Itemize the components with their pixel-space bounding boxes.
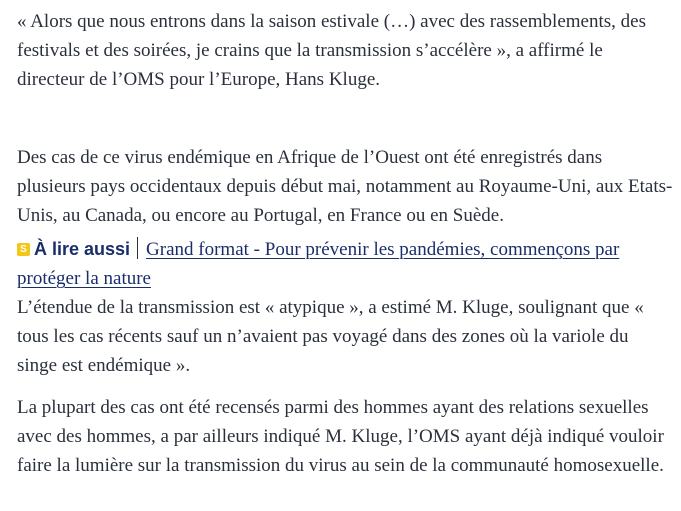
paragraph-cases-countries: Des cas de ce virus endémique en Afrique de l’Ouest ont été enregistrés dans plusieurs pays occidentaux depuis début mai, notamment au Royaume-Uni, aux Etats-Unis, au Canada, ou encore au Portugal, en France ou en Suède. [17,147,673,226]
read-also-label: À lire aussi [34,239,131,259]
read-also-block [17,235,673,293]
read-also-link[interactable]: Grand format - Pour prévenir les pandémies, commençons par protéger la nature [17,239,620,289]
paragraph-kluge-quote: « Alors que nous entrons dans la saison estivale (…) avec des rassemblements, des festivals et des soirées, je crains que la transmission s’accélère », a affirmé le directeur de l’OMS pour l’Europe, Hans Kluge. [17,11,646,90]
paragraph-atypical-transmission: L’étendue de la transmission est « atypique », a estimé M. Kluge, soulignant que « tous les cas récents sauf un n’avaient pas voyagé dans des zones où la variole du singe est endémique ». [17,297,644,376]
paragraph-cases-men: La plupart des cas ont été recensés parmi des hommes ayant des relations sexuelles avec des hommes, a par ailleurs indiqué M. Kluge, l’OMS ayant déjà indiqué vouloir faire la lumière sur la transmission du virus au sein de la communauté homosexuelle. [17,397,664,476]
badge-letter: S [20,244,27,255]
read-also-separator [137,237,138,259]
subscriber-badge-icon [17,243,30,256]
